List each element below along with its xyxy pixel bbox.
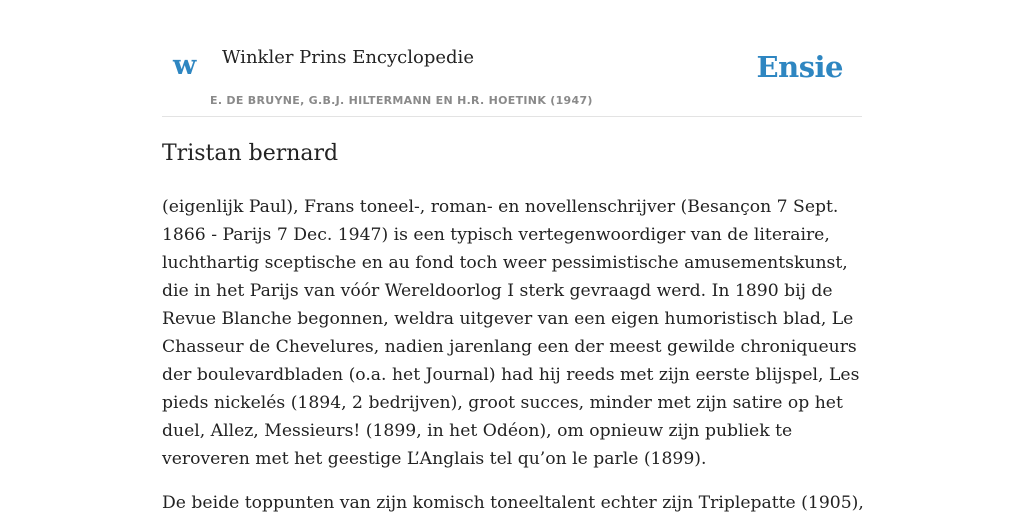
- article-paragraph-2: De beide toppunten van zijn komisch toneeltalent echter zijn Triplepatte (1905),: [162, 493, 864, 512]
- winkler-prins-logo[interactable]: w: [173, 50, 197, 81]
- article-title: Tristan bernard: [162, 141, 339, 166]
- site-title[interactable]: Winkler Prins Encyclopedie: [222, 47, 474, 68]
- authors-byline: E. DE BRUYNE, G.B.J. HILTERMANN EN H.R. HOETINK (1947): [210, 94, 593, 107]
- ensie-logo[interactable]: Ensie: [756, 50, 843, 84]
- article-paragraph-1: (eigenlijk Paul), Frans toneel-, roman- en novellenschrijver (Besançon 7 Sept. 1866 - Parijs 7 Dec. 1947) is een typisch vertegenwoordiger van de literaire, luchthartig sceptische en au fond toch weer pessimistische amusementskunst, die in het Parijs van vóór Wereldoorlog I sterk gevraagd werd. In 1890 bij de Revue Blanche begonnen, weldra uitgever van een eigen humoristisch blad, Le Chasseur de Chevelures, nadien jarenlang een der meest gewilde chroniqueurs der boulevardbladen (o.a. het Journal) had hij reeds met zijn eerste blijspel, Les pieds nickelés (1894, 2 bedrijven), groot succes, minder met zijn satire op het duel, Allez, Messieurs! (1899, in het Odéon), om opnieuw zijn publiek te veroveren met het geestige L’Anglais tel qu’on le parle (1899).: [162, 197, 860, 469]
- article: [162, 140, 864, 512]
- site-header: [162, 0, 862, 117]
